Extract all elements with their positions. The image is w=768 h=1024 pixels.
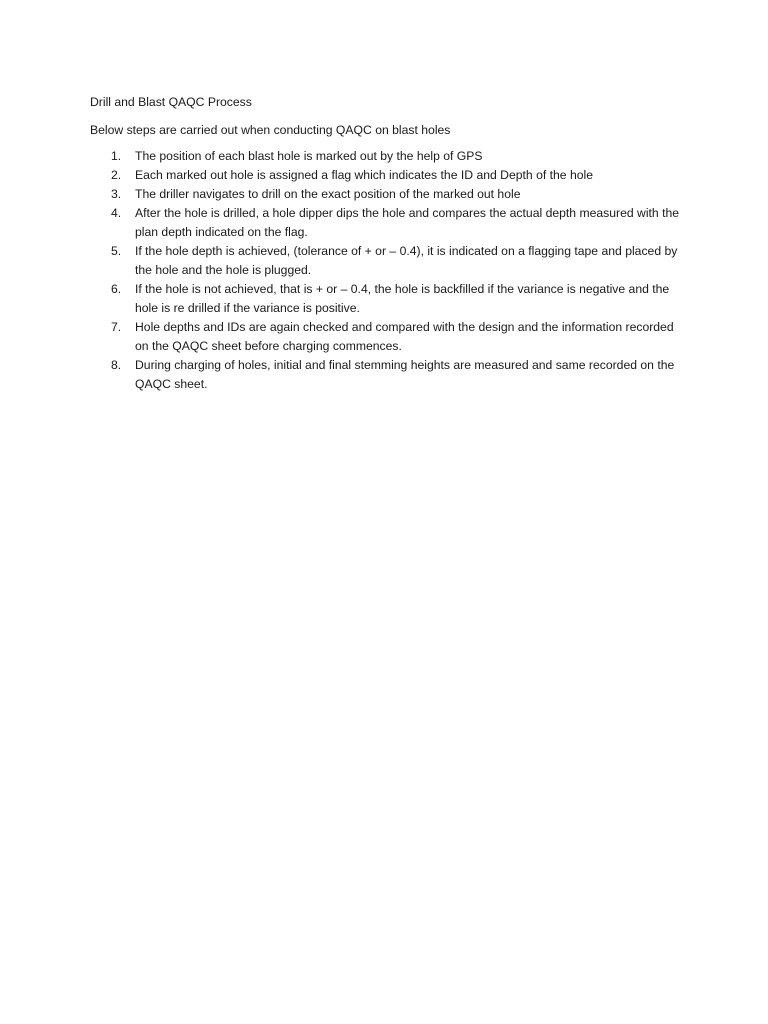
document-title: Drill and Blast QAQC Process	[90, 95, 252, 109]
steps-list	[90, 147, 690, 394]
list-item-text: If the hole is not achieved, that is + or – 0.4, the hole is backfilled if the variance is negative and the hole is re drilled if the variance is positive.	[135, 282, 670, 315]
list-item-number: 2.	[111, 168, 122, 182]
list-item	[90, 242, 690, 280]
list-item-number: 8.	[111, 358, 122, 372]
list-item-text: The driller navigates to drill on the exact position of the marked out hole	[135, 187, 521, 201]
list-item	[90, 166, 690, 185]
list-item-number: 3.	[111, 187, 122, 201]
list-item	[90, 185, 690, 204]
list-item-number: 6.	[111, 282, 122, 296]
list-item-text: The position of each blast hole is marked out by the help of GPS	[135, 149, 483, 163]
list-item-number: 7.	[111, 320, 122, 334]
list-item-number: 4.	[111, 206, 122, 220]
intro-paragraph: Below steps are carried out when conducting QAQC on blast holes	[90, 123, 451, 137]
list-item-number: 5.	[111, 244, 122, 258]
list-item	[90, 356, 690, 394]
list-item	[90, 204, 690, 242]
list-item-text: If the hole depth is achieved, (tolerance of + or – 0.4), it is indicated on a flagging tape and placed by the hole and the hole is plugged.	[135, 244, 678, 277]
list-item-text: Hole depths and IDs are again checked and compared with the design and the information recorded on the QAQC sheet before charging commences.	[135, 320, 674, 353]
list-item	[90, 280, 690, 318]
list-item-number: 1.	[111, 149, 122, 163]
list-item	[90, 147, 690, 166]
list-item-text: After the hole is drilled, a hole dipper dips the hole and compares the actual depth measured with the plan depth indicated on the flag.	[135, 206, 680, 239]
document-body	[90, 93, 690, 394]
list-item	[90, 318, 690, 356]
list-item-text: Each marked out hole is assigned a flag which indicates the ID and Depth of the hole	[135, 168, 593, 182]
list-item-text: During charging of holes, initial and final stemming heights are measured and same recorded on the QAQC sheet.	[135, 358, 675, 391]
